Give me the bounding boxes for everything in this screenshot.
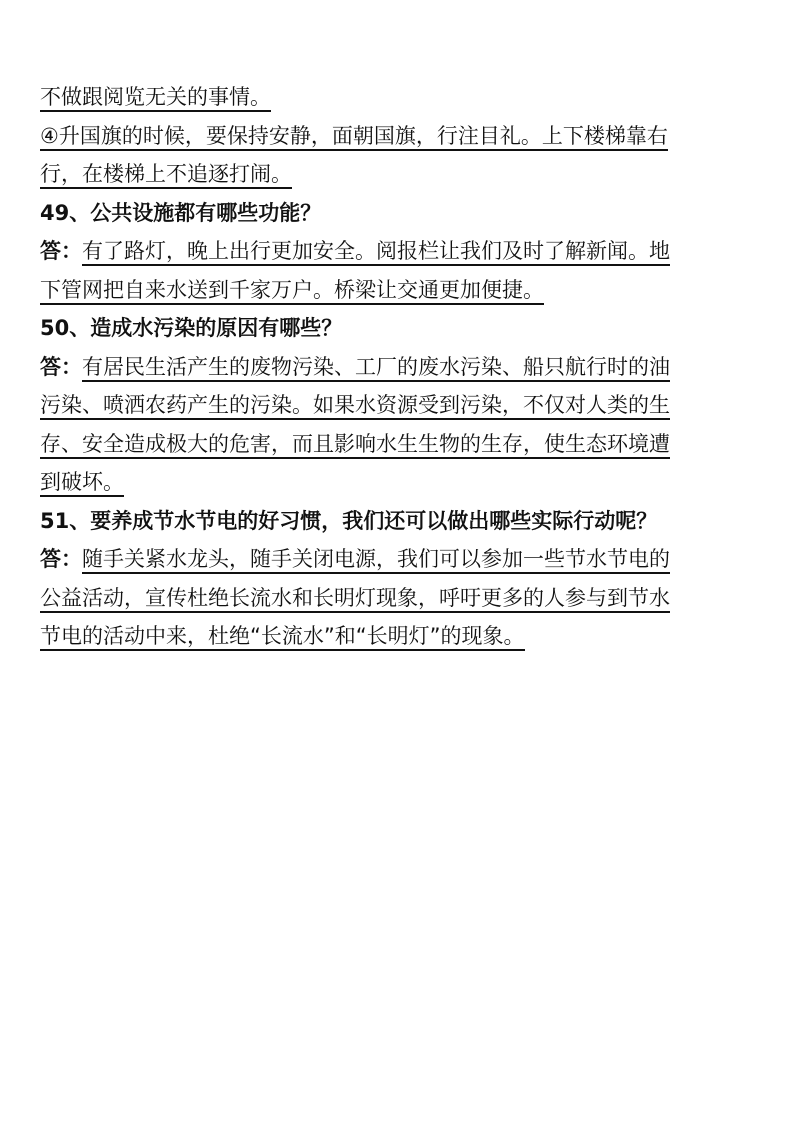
question-50: 50、造成水污染的原因有哪些？ xyxy=(40,316,343,340)
underlined-text: 存、安全造成极大的危害，而且影响水生生物的生存，使生态环境遭 xyxy=(40,432,670,459)
underlined-text: 污染、喷洒农药产生的污染。如果水资源受到污染，不仅对人类的生 xyxy=(40,393,670,420)
question-51: 51、要养成节水节电的好习惯，我们还可以做出哪些实际行动呢？ xyxy=(40,508,658,533)
question-49: 49、公共设施都有哪些功能？ xyxy=(40,200,322,225)
answer-50-line-2 xyxy=(40,386,768,425)
answer-label: 答： xyxy=(40,547,82,571)
answer-50-line-3 xyxy=(40,425,768,464)
answer-51-line-1 xyxy=(40,540,768,579)
answer-label: 答： xyxy=(40,239,82,263)
text-line xyxy=(40,78,768,117)
answer-49-line-2 xyxy=(40,271,768,310)
answer-label: 答： xyxy=(40,354,82,379)
answer-49-line-1 xyxy=(40,232,768,271)
text-line xyxy=(40,155,768,194)
answer-50-line-1 xyxy=(40,348,768,387)
answer-51-line-2 xyxy=(40,579,768,618)
underlined-text: 节电的活动中来，杜绝“长流水”和“长明灯”的现象。 xyxy=(40,624,525,651)
text-line xyxy=(40,117,768,156)
underlined-text: 不做跟阅览无关的事情。 xyxy=(40,85,271,112)
underlined-text: 随手关紧水龙头，随手关闭电源，我们可以参加一些节水节电的 xyxy=(82,547,670,574)
underlined-text: 公益活动，宣传杜绝长流水和长明灯现象，呼吁更多的人参与到节水 xyxy=(40,586,670,613)
underlined-text: 行，在楼梯上不追逐打闹。 xyxy=(40,162,292,189)
underlined-text: 下管网把自来水送到千家万户。桥梁让交通更加便捷。 xyxy=(40,278,544,305)
underlined-text: 有了路灯，晚上出行更加安全。阅报栏让我们及时了解新闻。地 xyxy=(82,239,670,266)
document-page xyxy=(40,78,768,656)
underlined-text: 到破坏。 xyxy=(40,470,124,497)
answer-50-line-4 xyxy=(40,463,768,502)
answer-51-line-3 xyxy=(40,617,768,656)
underlined-text: ④升国旗的时候，要保持安静，面朝国旗，行注目礼。上下楼梯靠右 xyxy=(40,124,668,151)
underlined-text: 有居民生活产生的废物污染、工厂的废水污染、船只航行时的油 xyxy=(82,355,670,382)
